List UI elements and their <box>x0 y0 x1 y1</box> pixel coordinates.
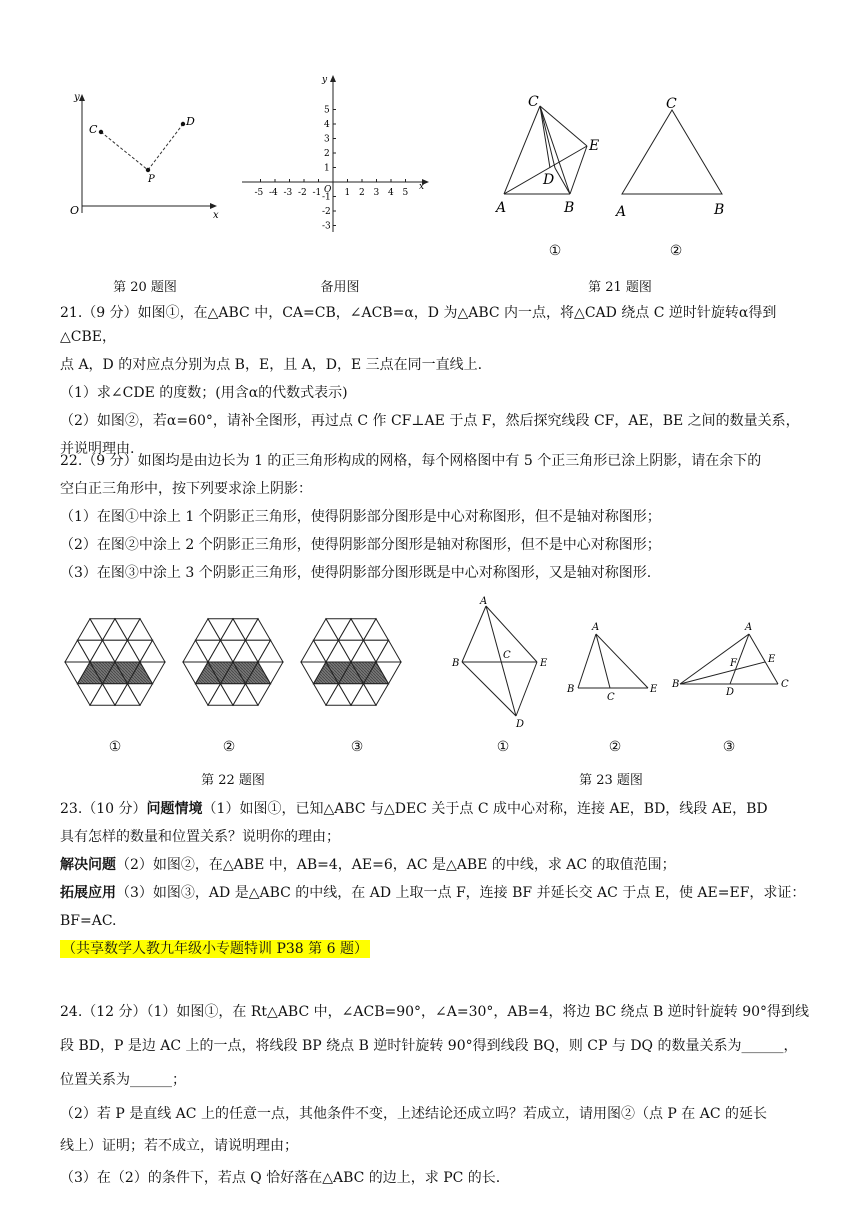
x-axis-label: x <box>213 210 219 221</box>
fig23-3-label-b: B <box>672 679 680 690</box>
q23-source-row <box>60 937 812 961</box>
q21-line-2: 点 A，D 的对应点分别为点 B，E，且 A，D，E 三点在同一直线上. <box>60 357 483 373</box>
q22-text <box>60 449 812 585</box>
caption-fig23: 第 23 题图 <box>579 773 643 788</box>
fig23-number-3: ③ <box>722 739 736 755</box>
fig21-2-label-a: A <box>616 204 627 220</box>
fig21-1-label-b: B <box>564 200 575 216</box>
q21-text <box>60 301 812 461</box>
spare-x-tick-label: 5 <box>402 188 409 198</box>
figure-22-2 <box>180 604 286 720</box>
fig23-1-label-d: D <box>516 719 525 730</box>
fig23-3-label-a: A <box>745 622 753 633</box>
q24-line-2: 段 BD，P 是边 AC 上的一点，将线段 BP 绕点 B 逆时针旋转 90°得到线段 BQ，则 CP 与 DQ 的数量关系为______， <box>60 1038 798 1054</box>
figure-23-1 <box>448 594 560 732</box>
fig21-1-label-c: C <box>528 94 539 110</box>
q21-line-1: 21.（9 分）如图①，在△ABC 中，CA=CB，∠ACB=α，D 为△ABC 内一点，将△CAD 绕点 C 逆时针旋转α得到△CBE， <box>60 305 777 345</box>
spare-y-tick-label: 2 <box>324 149 330 159</box>
figure-21-1 <box>492 88 607 218</box>
spare-y-tick-label: 5 <box>324 105 330 116</box>
spare-x-tick-label: -4 <box>269 188 278 198</box>
fig21-number-2: ② <box>669 243 683 259</box>
q22-line-4: （2）在图②中涂上 2 个阴影正三角形，使得阴影部分图形是轴对称图形，但不是中心对称图形； <box>60 537 661 553</box>
figure-22-1 <box>62 604 168 720</box>
q23-line-1-rest: （1）如图①，已知△ABC 与△DEC 关于点 C 成中心对称，连接 AE，BD，线段 AE，BD <box>202 801 768 817</box>
q23-text <box>60 797 812 961</box>
q23-line-4 <box>60 881 812 905</box>
fig23-1-label-a: A <box>480 596 488 607</box>
fig23-3-label-d: D <box>726 687 735 698</box>
q24-line-5: 线上）证明；若不成立，请说明理由； <box>60 1138 298 1154</box>
figure-22-3 <box>298 604 404 720</box>
q23-heading-extend: 拓展应用 <box>60 885 116 901</box>
spare-y-tick-label: -2 <box>322 207 331 217</box>
q21-line-5: 并说明理由. <box>60 441 135 457</box>
fig21-2-label-b: B <box>714 202 725 218</box>
spare-x-tick-label: 2 <box>359 188 365 198</box>
fig23-number-2: ② <box>608 739 622 755</box>
origin-label: O <box>70 204 80 217</box>
q23-line-5: BF=AC. <box>60 913 117 929</box>
fig23-3-label-e: E <box>768 654 776 665</box>
q23-line-1 <box>60 797 812 821</box>
fig21-number-1: ① <box>548 243 562 259</box>
q22-line-1: 22.（9 分）如图均是由边长为 1 的正三角形构成的网格，每个网格图中有 5 个正三角形已涂上阴影，请在余下的 <box>60 453 762 469</box>
q22-line-5: （3）在图③中涂上 3 个阴影正三角形，使得阴影部分图形既是中心对称图形，又是轴对称图形. <box>60 565 652 581</box>
q21-line-4: （2）如图②，若α=60°，请补全图形，再过点 C 作 CF⊥AE 于点 F，然后探究线段 CF，AE，BE 之间的数量关系， <box>60 413 800 429</box>
fig21-1-label-e: E <box>589 138 600 154</box>
q24-text <box>60 1000 812 1190</box>
q22-line-3: （1）在图①中涂上 1 个阴影正三角形，使得阴影部分图形是中心对称图形，但不是轴对称图形； <box>60 509 661 525</box>
figure-23-3 <box>668 620 800 700</box>
q22-line-2: 空白正三角形中，按下列要求涂上阴影： <box>60 481 312 497</box>
spare-y-label: y <box>322 75 328 85</box>
q23-line-3-rest: （2）如图②，在△ABE 中，AB=4，AE=6，AC 是△ABE 的中线，求 AC 的取值范围； <box>116 857 676 873</box>
spare-y-tick-label: -3 <box>322 221 331 232</box>
spare-origin-label: O <box>324 185 332 195</box>
fig23-3-label-f: F <box>730 658 737 669</box>
spare-y-tick-label: 4 <box>324 120 330 130</box>
spare-y-tick-label: 1 <box>324 163 330 174</box>
q23-source-highlight: （共享数学人教九年级小专题特训 P38 第 6 题） <box>62 941 368 957</box>
figure-23-2 <box>562 618 666 702</box>
fig23-2-label-b: B <box>567 684 575 695</box>
q24-line-1: 24.（12 分）（1）如图①，在 Rt△ABC 中，∠ACB=90°，∠A=30°，AB=4，将边 BC 绕点 B 逆时针旋转 90°得到线 <box>60 1004 810 1020</box>
figure-21-2 <box>612 90 737 220</box>
q23-heading-scenario: 问题情境 <box>146 801 203 817</box>
spare-x-tick-label: 1 <box>344 188 351 198</box>
caption-fig20: 第 20 题图 <box>113 280 177 295</box>
spare-x-label: x <box>419 182 425 192</box>
y-axis-label: y <box>74 92 80 103</box>
caption-fig22: 第 22 题图 <box>201 773 265 788</box>
q23-heading-solve: 解决问题 <box>60 857 116 873</box>
spare-x-tick-label: 3 <box>373 188 380 198</box>
fig23-1-label-b: B <box>452 658 460 669</box>
fig22-number-2: ② <box>222 739 236 755</box>
spare-x-tick-label: -2 <box>298 188 307 198</box>
q23-line-3 <box>60 853 812 877</box>
spare-x-tick-label: -1 <box>312 188 322 198</box>
caption-fig21: 第 21 题图 <box>588 280 652 295</box>
point-p-label: P <box>148 174 155 185</box>
q24-line-4: （2）若 P 是直线 AC 上的任意一点，其他条件不变，上述结论还成立吗？若成立，请用图②（点 P 在 AC 的延长 <box>60 1106 767 1122</box>
fig23-number-1: ① <box>496 739 510 755</box>
spare-x-tick-label: -5 <box>254 188 264 198</box>
spare-x-tick-label: 4 <box>388 188 394 198</box>
caption-spare: 备用图 <box>320 280 360 295</box>
fig23-1-label-c: C <box>503 650 511 661</box>
fig23-2-label-a: A <box>592 622 600 633</box>
spare-y-tick-label: -1 <box>322 192 331 203</box>
spare-coordinate-figure <box>236 72 436 237</box>
point-c-label: C <box>89 123 98 136</box>
q24-line-6: （3）在（2）的条件下，若点 Q 恰好落在△ABC 的边上，求 PC 的长. <box>60 1170 501 1186</box>
fig21-1-label-a: A <box>496 200 507 216</box>
fig23-3-label-c: C <box>781 679 789 690</box>
q24-line-3: 位置关系为______； <box>60 1072 186 1088</box>
fig21-2-label-c: C <box>666 96 677 112</box>
point-d-label: D <box>186 115 195 128</box>
q23-line-2: 具有怎样的数量和位置关系？说明你的理由； <box>60 829 340 845</box>
fig23-2-label-e: E <box>650 684 658 695</box>
figure-20 <box>60 88 225 228</box>
fig22-number-1: ① <box>108 739 122 755</box>
spare-y-tick-label: 3 <box>324 134 330 145</box>
q21-line-3: （1）求∠CDE 的度数；(用含α的代数式表示) <box>60 385 348 401</box>
q23-line-4-rest: （3）如图③，AD 是△ABC 的中线，在 AD 上取一点 F，连接 BF 并延长交 AC 于点 E，使 AE=EF，求证： <box>116 885 806 901</box>
q23-number: 23.（10 分） <box>60 801 147 817</box>
fig22-number-3: ③ <box>350 739 364 755</box>
fig21-1-label-d: D <box>543 172 555 188</box>
fig23-2-label-c: C <box>607 692 615 702</box>
spare-x-tick-label: -3 <box>283 188 293 198</box>
fig23-1-label-e: E <box>540 658 548 669</box>
